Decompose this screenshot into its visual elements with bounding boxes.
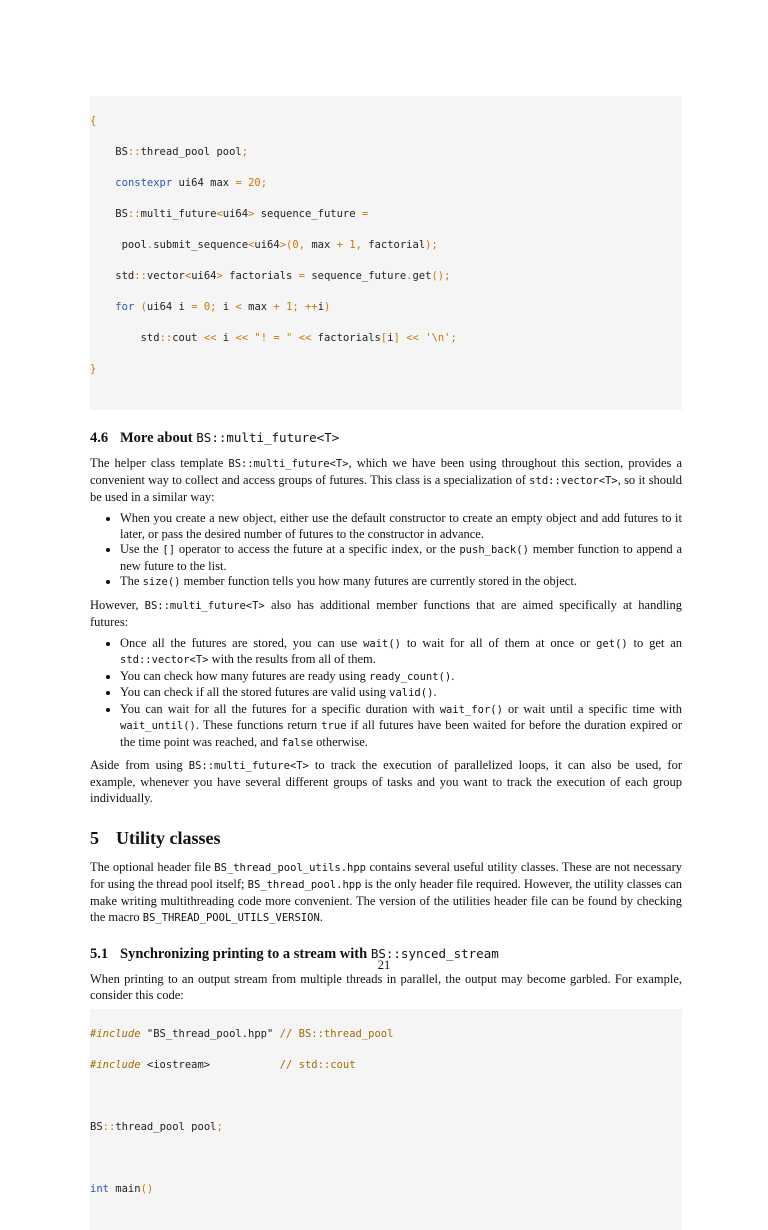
code-line: [90, 1089, 682, 1105]
code-block-multi-future-example: [90, 96, 682, 410]
list-item: • Once all the futures are stored, you can use wait() to wait for all of them at once or get() to get an std::vector<T> with the results from all of them.: [120, 636, 682, 669]
code-line: }: [90, 362, 97, 375]
list-item: • You can check how many futures are ready using ready_count().: [120, 669, 682, 686]
code-block-synced-stream-example: [90, 1009, 682, 1230]
code-line: int main(): [90, 1182, 154, 1195]
list-item: • You can wait for all the futures for a specific duration with wait_for() or wait until a specific time with wait_until(). These functions return true if all futures have been waited for before the duration expired or the time point was reached, and false otherwise.: [120, 702, 682, 752]
bullet-list-multi-future-vector: [90, 511, 682, 591]
list-item: • You can check if all the stored futures are valid using valid().: [120, 685, 682, 702]
paragraph-multi-future-aside: Aside from using BS::multi_future<T> to track the execution of parallelized loops, it can also be used, for example, whenever you have several different groups of tasks and you want to track the execution of each group individually.: [90, 758, 682, 805]
code-line: {: [90, 114, 97, 127]
page-content: [90, 96, 682, 1230]
code-line: std::cout << i << "! = " << factorials[i] << '\n';: [90, 331, 457, 344]
code-line: for (ui64 i = 0; i < max + 1; ++i): [115, 300, 331, 313]
code-line: constexpr ui64 max = 20;: [115, 176, 268, 189]
paragraph-multi-future-intro: The helper class template BS::multi_future<T>, which we have been using throughout this section, provides a convenient way to collect and access groups of futures. This class is a specialization of std::vector<T>, so it should be used in a similar way:: [90, 456, 682, 504]
list-item: • The size() member function tells you how many futures are currently stored in the object.: [120, 574, 682, 591]
paragraph-multi-future-extra: However, BS::multi_future<T> also has additional member functions that are aimed specifically at handling futures:: [90, 597, 683, 629]
page-number: 21: [377, 958, 391, 972]
code-line: BS::thread_pool pool;: [90, 1120, 223, 1133]
list-item: • Use the [] operator to access the future at a specific index, or the push_back() member function to append a new future to the list.: [120, 542, 682, 574]
section-heading-5: 5 Utility classes: [90, 828, 221, 848]
code-line: #include "BS_thread_pool.hpp" // BS::thread_pool: [90, 1027, 394, 1040]
code-line: #include <iostream> // std::cout: [90, 1058, 356, 1071]
section-heading-5-1: 5.1 Synchronizing printing to a stream with BS::synced_stream: [90, 946, 499, 962]
list-item: • When you create a new object, either use the default constructor to create an empty object and add futures to it later, or pass the desired number of futures to the constructor in advance.: [120, 511, 682, 542]
code-line: pool.submit_sequence<ui64>(0, max + 1, factorial);: [90, 238, 438, 251]
section-heading-4-6: 4.6 More about BS::multi_future<T>: [90, 430, 340, 446]
code-line: BS::multi_future<ui64> sequence_future =: [90, 207, 369, 220]
bullet-list-multi-future-members: [90, 636, 682, 752]
code-line: [90, 1151, 682, 1167]
paragraph-utility-intro: The optional header file BS_thread_pool_utils.hpp contains several useful utility classes. These are not necessary for using the thread pool itself; BS_thread_pool.hpp is the only header file required. However, the utility classes can make writing multithreading code more convenient. The version of the utilities header file can be found by checking the macro BS_THREAD_POOL_UTILS_VERSION.: [90, 860, 683, 924]
code-line: std::vector<ui64> factorials = sequence_future.get();: [90, 269, 451, 282]
paragraph-synced-stream-intro: When printing to an output stream from multiple threads in parallel, the output may become garbled. For example, consider this code:: [90, 972, 682, 1002]
code-line: BS::thread_pool pool;: [90, 145, 249, 158]
